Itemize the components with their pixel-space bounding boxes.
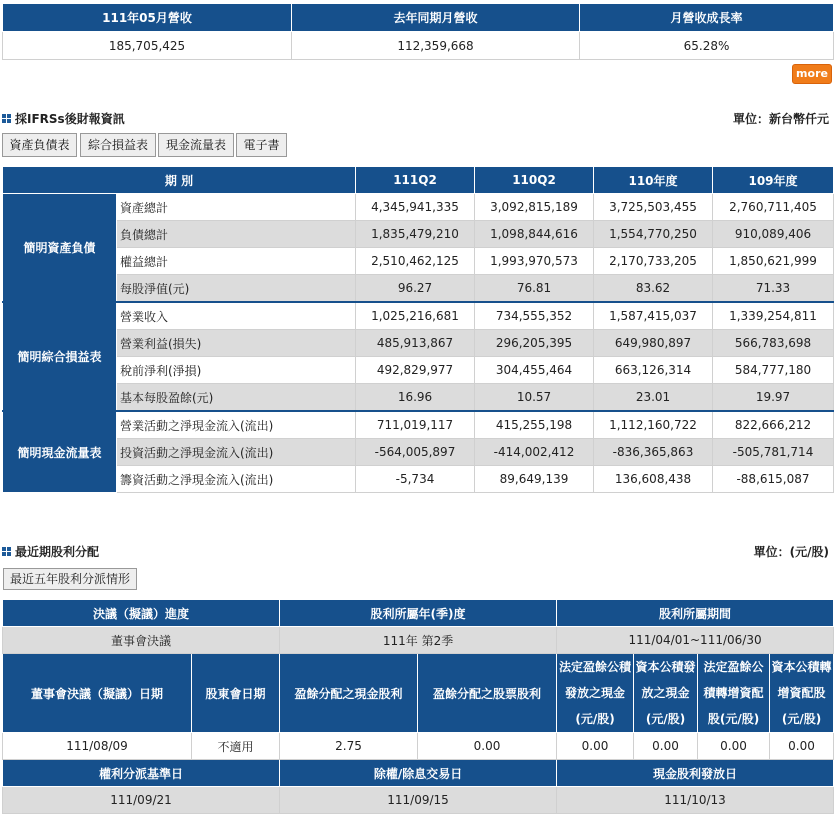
dividend-table [2,599,834,814]
cell-value: 1,835,479,210 [356,221,475,248]
financial-table [2,166,834,493]
balance-sheet-button[interactable]: 資產負債表 [2,133,77,157]
cell-value: -88,615,087 [713,466,834,493]
cell-value: 304,455,464 [475,357,594,384]
table-row [3,357,834,384]
cell-value: 584,777,180 [713,357,834,384]
cell-value: 2,170,733,205 [594,248,713,275]
table-row [3,411,834,439]
group-cash-flow: 簡明現金流量表 [3,411,117,493]
period-110q2: 110Q2 [475,167,594,194]
cell-value: 492,829,977 [356,357,475,384]
row-label: 權益總計 [117,248,356,275]
cell-value: 663,126,314 [594,357,713,384]
col-meeting-date: 股東會日期 [192,654,280,733]
row-label: 投資活動之淨現金流入(流出) [117,439,356,466]
period-109y: 109年度 [713,167,834,194]
cell-value: 1,993,970,573 [475,248,594,275]
cell-value: 4,345,941,335 [356,194,475,221]
cell-value: 136,608,438 [594,466,713,493]
row-label: 資產總計 [117,194,356,221]
period-value: 111/04/01~111/06/30 [557,627,834,654]
ifrs-unit-label: 單位：新台幣仟元 [732,112,829,126]
legal-reserve-cash: 0.00 [557,733,634,760]
period-111q2: 111Q2 [356,167,475,194]
grid-bullet-icon [2,547,11,556]
cell-value: 19.97 [713,384,834,412]
cell-value: 734,555,352 [475,302,594,330]
revenue-value-month: 185,705,425 [3,32,292,60]
cell-value: 910,089,406 [713,221,834,248]
ifrs-title-text: 採IFRSs後財報資訊 [15,112,125,126]
cell-value: -836,365,863 [594,439,713,466]
legal-reserve-stock: 0.00 [698,733,770,760]
cell-value: 3,725,503,455 [594,194,713,221]
revenue-header-growth: 月營收成長率 [580,4,834,32]
table-row [3,221,834,248]
cell-value: 1,587,415,037 [594,302,713,330]
row-label: 營業活動之淨現金流入(流出) [117,411,356,439]
group-income-statement: 簡明綜合損益表 [3,302,117,411]
table-row [3,194,834,221]
table-row [3,733,834,760]
cell-value: 649,980,897 [594,330,713,357]
row-label: 籌資活動之淨現金流入(流出) [117,466,356,493]
col-stock-dividend: 盈餘分配之股票股利 [418,654,557,733]
table-row [3,275,834,303]
ebook-button[interactable]: 電子書 [236,133,287,157]
ex-date: 111/09/15 [280,787,557,814]
col-capital-reserve-cash: 資本公積發放之現金(元/股) [634,654,698,733]
pay-date: 111/10/13 [557,787,834,814]
progress-value: 董事會決議 [3,627,280,654]
cell-value: -414,002,412 [475,439,594,466]
col-board-date: 董事會決議（擬議）日期 [3,654,192,733]
cell-value: 71.33 [713,275,834,303]
revenue-table [2,3,834,60]
cell-value: 296,205,395 [475,330,594,357]
year-value: 111年 第2季 [280,627,557,654]
row-label: 每股淨值(元) [117,275,356,303]
cell-value: 1,554,770,250 [594,221,713,248]
cell-value: 822,666,212 [713,411,834,439]
revenue-header-month: 111年05月營收 [3,4,292,32]
cash-flow-button[interactable]: 現金流量表 [158,133,234,157]
cell-value: 2,510,462,125 [356,248,475,275]
cell-value: 711,019,117 [356,411,475,439]
cell-value: -505,781,714 [713,439,834,466]
period-110y: 110年度 [594,167,713,194]
five-year-dividend-button[interactable]: 最近五年股利分派情形 [3,568,137,590]
cash-dividend: 2.75 [280,733,418,760]
table-row [3,439,834,466]
ex-date-header: 除權/除息交易日 [280,760,557,787]
row-label: 負債總計 [117,221,356,248]
income-statement-button[interactable]: 綜合損益表 [80,133,156,157]
capital-reserve-cash: 0.00 [634,733,698,760]
cell-value: 16.96 [356,384,475,412]
table-row [3,330,834,357]
cell-value: 1,098,844,616 [475,221,594,248]
cell-value: 415,255,198 [475,411,594,439]
revenue-value-last-year: 112,359,668 [292,32,580,60]
col-cash-dividend: 盈餘分配之現金股利 [280,654,418,733]
board-date: 111/08/09 [3,733,192,760]
table-row [3,302,834,330]
record-date: 111/09/21 [3,787,280,814]
cell-value: -564,005,897 [356,439,475,466]
grid-bullet-icon [2,114,11,123]
cell-value: 3,092,815,189 [475,194,594,221]
cell-value: 10.57 [475,384,594,412]
period-header: 期 別 [3,167,356,194]
cell-value: 76.81 [475,275,594,303]
row-label: 營業收入 [117,302,356,330]
cell-value: 96.27 [356,275,475,303]
stock-dividend: 0.00 [418,733,557,760]
capital-reserve-stock: 0.00 [770,733,834,760]
col-capital-reserve-stock: 資本公積轉增資配股(元/股) [770,654,834,733]
cell-value: -5,734 [356,466,475,493]
pay-date-header: 現金股利發放日 [557,760,834,787]
dividend-title-text: 最近期股利分配 [15,545,100,559]
col-legal-reserve-stock: 法定盈餘公積轉增資配股(元/股) [698,654,770,733]
more-button[interactable]: more [792,64,832,84]
group-balance-sheet: 簡明資產負債 [3,194,117,303]
table-row [3,466,834,493]
meeting-date: 不適用 [192,733,280,760]
year-header: 股利所屬年(季)度 [280,600,557,627]
revenue-value-growth: 65.28% [580,32,834,60]
progress-header: 決議（擬議）進度 [3,600,280,627]
cell-value: 83.62 [594,275,713,303]
col-legal-reserve-cash: 法定盈餘公積發放之現金(元/股) [557,654,634,733]
cell-value: 2,760,711,405 [713,194,834,221]
revenue-header-last-year: 去年同期月營收 [292,4,580,32]
ifrs-section-title [2,110,125,127]
cell-value: 89,649,139 [475,466,594,493]
period-header: 股利所屬期間 [557,600,834,627]
cell-value: 1,850,621,999 [713,248,834,275]
dividend-unit-label: 單位：(元/股) [753,545,829,559]
cell-value: 566,783,698 [713,330,834,357]
row-label: 營業利益(損失) [117,330,356,357]
table-row [3,384,834,412]
table-row [3,248,834,275]
cell-value: 23.01 [594,384,713,412]
dividend-section-title [2,543,99,560]
cell-value: 1,112,160,722 [594,411,713,439]
cell-value: 1,025,216,681 [356,302,475,330]
row-label: 稅前淨利(淨損) [117,357,356,384]
cell-value: 1,339,254,811 [713,302,834,330]
row-label: 基本每股盈餘(元) [117,384,356,412]
cell-value: 485,913,867 [356,330,475,357]
record-date-header: 權利分派基準日 [3,760,280,787]
